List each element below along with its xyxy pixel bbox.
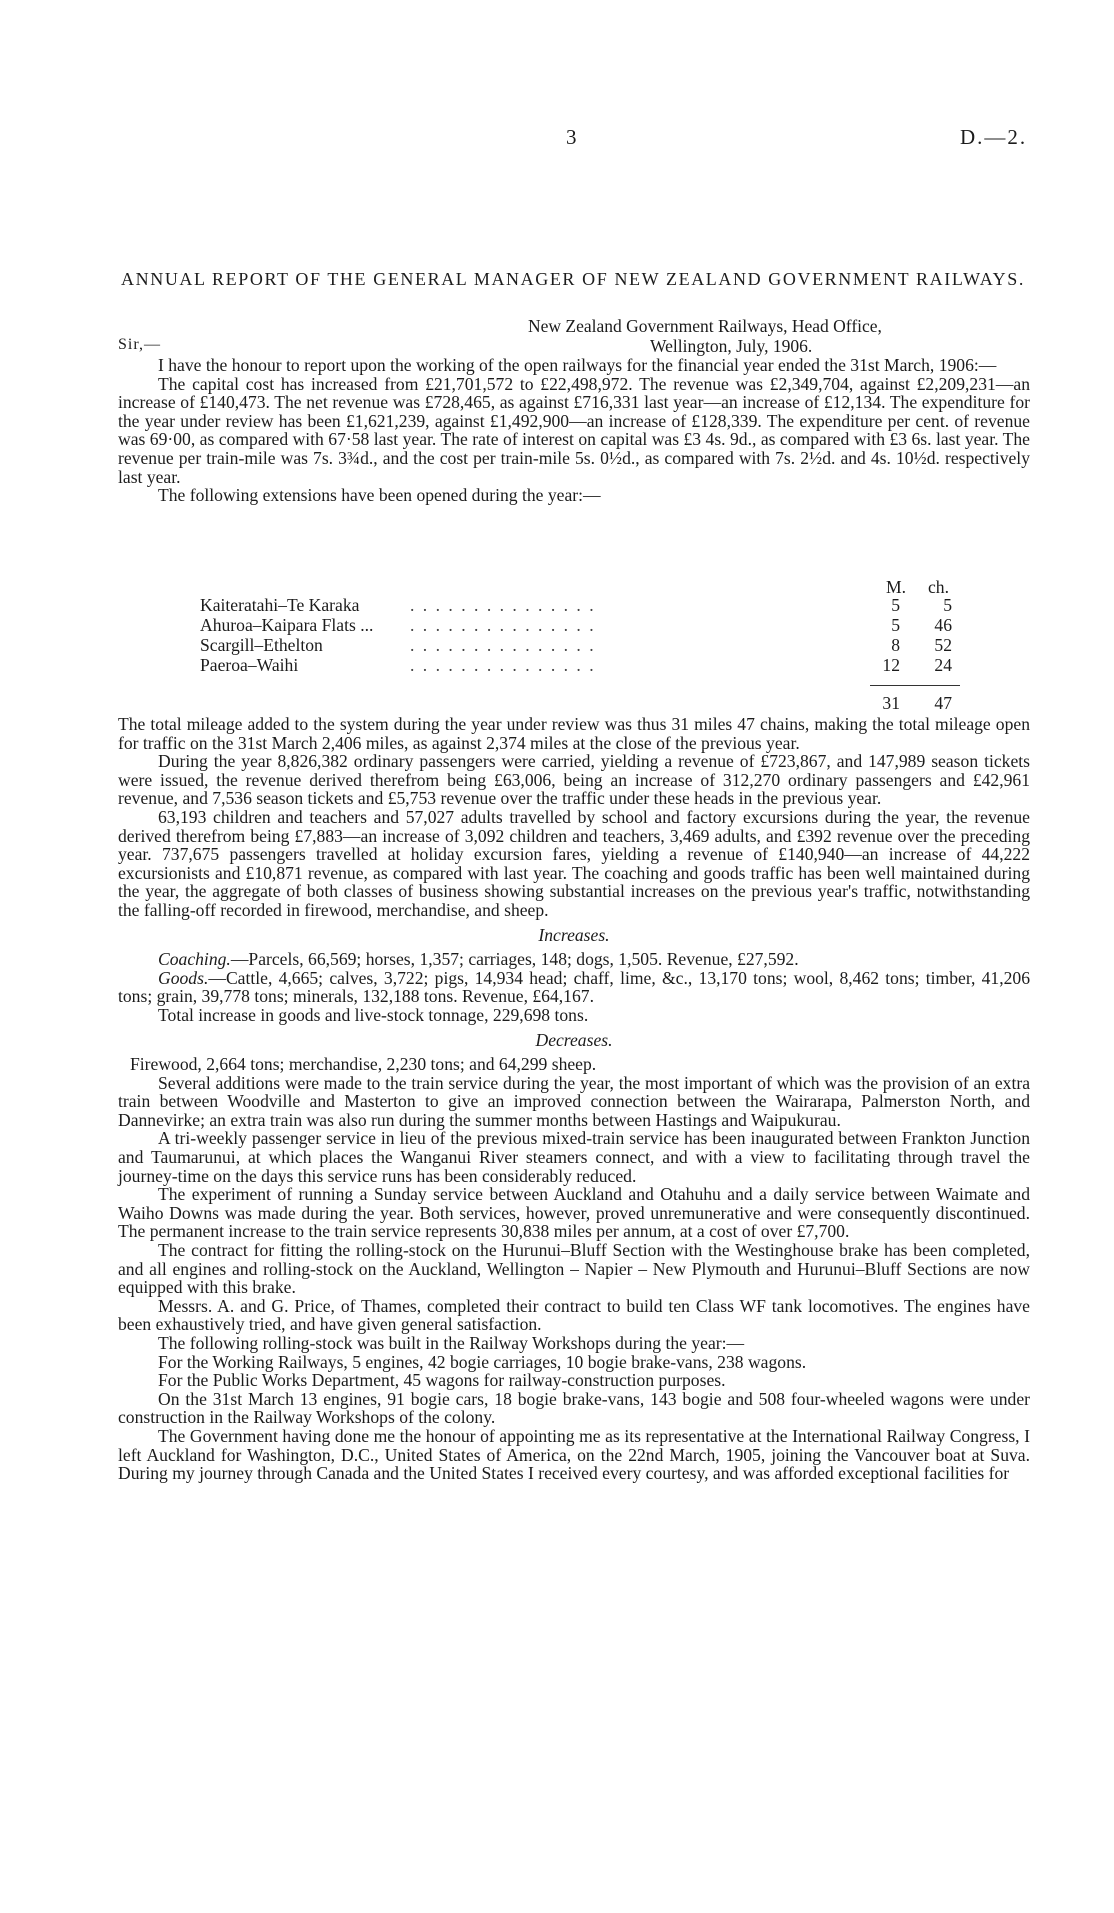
column-header-miles: M. <box>886 577 907 597</box>
table-row <box>200 615 960 635</box>
table-row <box>200 635 960 655</box>
table-row <box>200 655 960 675</box>
paragraph-passengers: During the year 8,826,382 ordinary passengers were carried, yielding a revenue of £723,867, and 147,989 season tickets were issued, the revenue derived therefrom being £63,006, being an increase of 312,270 ordinary passengers and £42,961 revenue, and 7,536 season tickets and £5,753 revenue over the traffic under these heads in the previous year. <box>118 751 1030 809</box>
coaching-label: Coaching. <box>158 949 231 970</box>
paragraph-total-increase: Total increase in goods and live-stock tonnage, 229,698 tons. <box>158 1004 589 1025</box>
chains-value: 5 <box>943 595 952 615</box>
chains-value: 24 <box>934 655 952 675</box>
miles-value: 12 <box>882 655 900 675</box>
miles-value: 5 <box>891 595 900 615</box>
paragraph-westinghouse-brake: The contract for fitting the rolling-stock on the Hurunui–Bluff Section with the Westinghouse brake has been completed, and all engines and rolling-stock on the Auckland, Wellington – Napier – New Plymouth and Hurunui–Bluff Sections are now equipped with this brake. <box>118 1240 1030 1298</box>
paragraph-decreases: Firewood, 2,664 tons; merchandise, 2,230 tons; and 64,299 sheep. <box>130 1054 597 1075</box>
document-reference: D.—2. <box>960 125 1028 149</box>
intro-text-block <box>118 356 1030 505</box>
table-total-row <box>200 693 960 713</box>
table-row <box>200 595 960 615</box>
paragraph-extensions-intro: The following extensions have been opened during the year:— <box>158 485 601 506</box>
paragraph-rolling-stock-intro: The following rolling-stock was built in the Railway Workshops during the year:— <box>158 1333 745 1353</box>
paragraph-excursions: 63,193 children and teachers and 57,027 adults travelled by school and factory excursions during the year, the revenue derived therefrom being £7,883—an increase of 3,092 children and teachers, 3,469 adults, and £392 revenue over the preceding year. 737,675 passengers travelled at holiday excursion fares, yielding a revenue of £140,940—an increase of 44,222 excursionists and £10,871 revenue, as compared with last year. The coaching and goods traffic has been well maintained during the year, the aggregate of both classes of business showing substantial increases on the previous year's traffic, notwithstanding the falling-off recorded in firewood, merchandise, and sheep. <box>118 806 1030 920</box>
total-rule <box>870 685 960 686</box>
main-text-block <box>118 715 1030 1483</box>
total-miles: 31 <box>882 693 900 713</box>
line-name: Kaiteratahi–Te Karaka <box>200 595 360 615</box>
line-name: Scargill–Ethelton <box>200 635 323 655</box>
leader-dots: . . . . . . . . . . . . . . . <box>410 595 596 615</box>
chains-value: 46 <box>934 615 952 635</box>
line-name: Paeroa–Waihi <box>200 655 299 675</box>
line-name: Ahuroa–Kaipara Flats ... <box>200 615 374 635</box>
paragraph-under-construction: On the 31st March 13 engines, 91 bogie cars, 18 bogie brake-vans, 143 bogie and 508 four-wheeled wagons were under construction in the Railway Workshops of the colony. <box>118 1388 1030 1428</box>
paragraph-train-service: Several additions were made to the train service during the year, the most important of which was the provision of an extra train between Woodville and Masterton to give an improved connection between the Wairarapa, Palmerston North, and Dannevirke; an extra train was also run during the summer months between Hastings and Waipukurau. <box>118 1072 1030 1130</box>
paragraph-railway-congress: The Government having done me the honour of appointing me as its representative at the International Railway Congress, I left Auckland for Washington, D.C., United States of America, on the 22nd March, 1905, joining the Vancouver boat at Suva. During my journey through Canada and the United States I received every courtesy, and was afforded exceptional facilities for <box>118 1425 1030 1484</box>
salutation: Sir,— <box>118 336 162 353</box>
paragraph-goods <box>118 969 1030 1006</box>
column-header-chains: ch. <box>928 577 950 597</box>
total-chains: 47 <box>934 693 952 713</box>
page-number: 3 <box>566 125 577 149</box>
leader-dots: . . . . . . . . . . . . . . . <box>410 655 596 675</box>
goods-label: Goods. <box>158 967 209 988</box>
paragraph-sunday-service: The experiment of running a Sunday service between Auckland and Otahuhu and a daily service between Waimate and Waiho Downs was made during the year. Both services, however, proved unremunerative and were consequently discontinued. The permanent increase to the train service represents 30,838 miles per annum, at a cost of over £7,700. <box>118 1184 1030 1242</box>
paragraph-total-mileage: The total mileage added to the system during the year under review was thus 31 miles 47 chains, making the total mileage open for traffic on the 31st March 2,406 miles, as against 2,374 miles at the close of the previous year. <box>118 714 1030 753</box>
heading-decreases: Decreases. <box>535 1029 613 1050</box>
paragraph-tri-weekly: A tri-weekly passenger service in lieu of the previous mixed-train service has been inaugurated between Frankton Junction and Taumarunui, at which places the Wanganui River steamers connect, and with a view to facilitating through travel the journey-time on the days this service runs has been considerably reduced. <box>118 1128 1030 1186</box>
paragraph-working-railways: For the Working Railways, 5 engines, 42 bogie carriages, 10 bogie brake-vans, 238 wagons. <box>158 1351 807 1372</box>
miles-value: 8 <box>891 635 900 655</box>
report-title: ANNUAL REPORT OF THE GENERAL MANAGER OF NEW ZEALAND GOVERNMENT RAILWAYS. <box>121 269 1025 289</box>
paragraph-coaching <box>118 950 1030 969</box>
leader-dots: . . . . . . . . . . . . . . . <box>410 615 596 635</box>
heading-increases: Increases. <box>538 924 610 945</box>
address-line-2: Wellington, July, 1906. <box>650 336 813 356</box>
coaching-text: —Parcels, 66,569; horses, 1,357; carriages, 148; dogs, 1,505. Revenue, £27,592. <box>230 949 799 970</box>
paragraph-price-locomotives: Messrs. A. and G. Price, of Thames, completed their contract to build ten Class WF tank locomotives. The engines have been exhaustively tried, and have given general satisfaction. <box>118 1295 1030 1335</box>
goods-text: —Cattle, 4,665; calves, 3,722; pigs, 14,934 head; chaff, lime, &c., 13,170 tons; wool, 8,462 tons; timber, 41,206 tons; grain, 39,778 tons; minerals, 132,188 tons. Revenue, £64,167. <box>118 967 1030 1007</box>
paragraph-capital-cost: The capital cost has increased from £21,701,572 to £22,498,972. The revenue was £2,349,704, against £2,209,231—an increase of £140,473. The net revenue was £728,465, as against £716,331 last year—an increase of £12,134. The expenditure for the year under review has been £1,621,239, against £1,492,900—an increase of £128,339. The expenditure per cent. of revenue was 69·00, as compared with 67·58 last year. The rate of interest on capital was £3 4s. 9d., as compared with £3 6s. last year. The revenue per train-mile was 7s. 3¾d., and the cost per train-mile 5s. 0½d., as compared with 7s. 2½d. and 4s. 10½d. respectively last year. <box>118 373 1030 487</box>
chains-value: 52 <box>934 635 952 655</box>
leader-dots: . . . . . . . . . . . . . . . <box>410 635 596 655</box>
miles-value: 5 <box>891 615 900 635</box>
paragraph-public-works: For the Public Works Department, 45 wagons for railway-construction purposes. <box>158 1370 726 1391</box>
address-line-1: New Zealand Government Railways, Head Office, <box>528 316 882 336</box>
paragraph-report-intro: I have the honour to report upon the working of the open railways for the financial year ended the 31st March, 1906:— <box>158 355 997 375</box>
